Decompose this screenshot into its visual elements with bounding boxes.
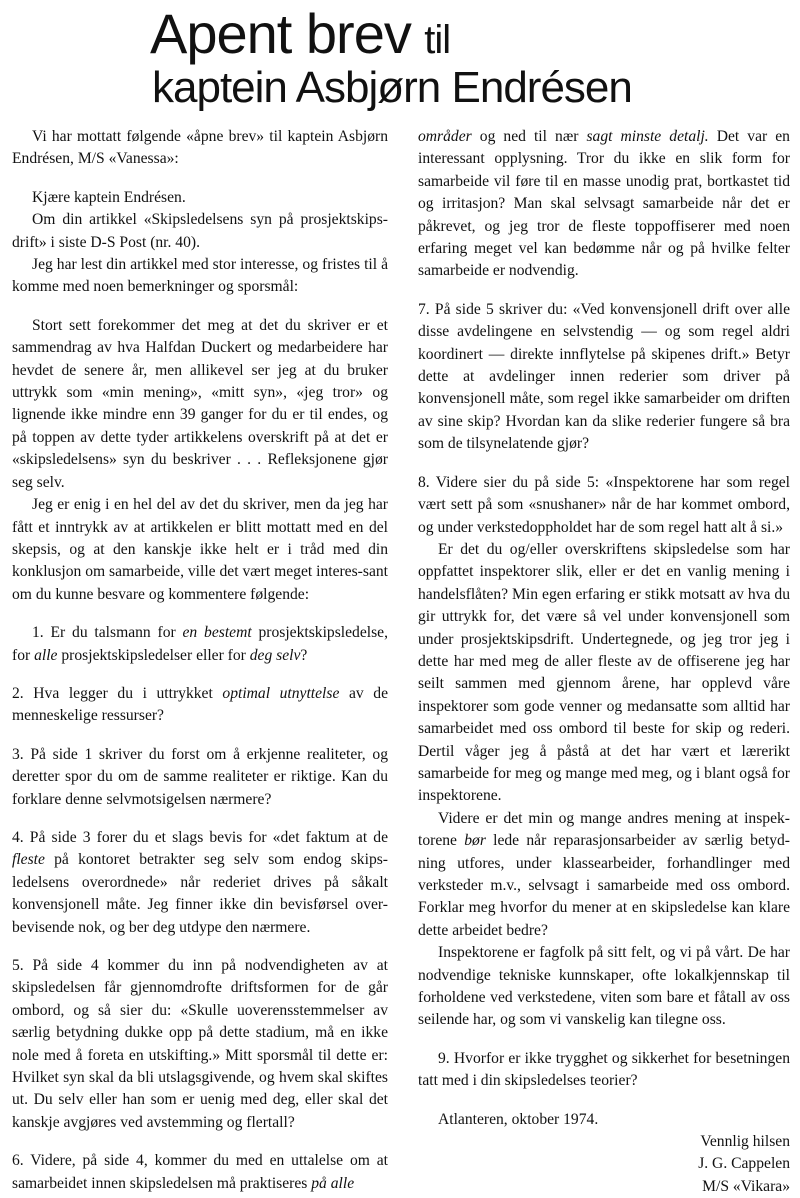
p5-text-b: lede når reparasjonsarbeider av særlig betyd-ning utfores, under klassearbeider, forhandlinger med verksteder m.v., selvsagt i samarbeide med oss ombord. Forklar meg hvorfor du mener at en skipsledelse kan klare dette arbeidet bedre? [418, 832, 790, 939]
paragraph-5 [418, 808, 790, 942]
q4-text-b: på kontoret betrakter seg selv som endog skips-ledelsens overordnede» når rederiet drives på såkalt konvensjonell måte. Jeg finner ikke din bevisførsel over-bevisende nok, og ber deg utdype den nærmere. [12, 851, 388, 936]
p5-emphasis: bør [464, 832, 486, 850]
q2-emphasis: optimal utnyttelse [222, 684, 340, 702]
paragraph-6: Inspektorene er fagfolk på sitt felt, og vi på vårt. De har nodvendige tekniske kunnskaper, ofte lokalkjennskap til forholdene ved verkstedene, viten som bare et fåtall av oss seilende har, og som vi vanskelig kan tilegne oss. [418, 944, 790, 1029]
paragraph-3: Jeg er enig i en hel del av det du skriver, men da jeg har fått et inntrykk av at artikkelen er blitt mottatt med en del skepsis, og at den kanskje ikke helt er i tråd med din konklusjon om samarbeide, ville det vært meget interes-sant om du kunne besvare og kommentere følgende: [12, 496, 388, 603]
question-3: 3. På side 1 skriver du forst om å erkjenne realiteter, og deretter spor du om de samme realiteter er riktige. Kan du forklare denne selvmotsigelsen nærmere? [12, 745, 388, 808]
q2-text-a: 2. Hva legger du i uttrykket [12, 684, 223, 702]
q6-emphasis-2: sagt minste detalj. [586, 128, 709, 145]
q1-text-b: prosjektskipsledelse, for [12, 624, 388, 664]
q4-emphasis: fleste [12, 851, 45, 869]
intro-paragraph: Vi har mottatt følgende «åpne brev» til kaptein Asbjørn Endrésen, M/S «Vanessa»: [12, 128, 388, 168]
signature-ship: M/S «Vikara» [702, 1177, 790, 1195]
q1-emphasis-2: alle [34, 646, 58, 664]
question-1 [12, 622, 388, 667]
q1-emphasis-1: en bestemt [182, 624, 252, 642]
q4-text-a: 4. På side 3 forer du et slags bevis for «det faktum at de [12, 828, 388, 846]
question-8: 8. Videre sier du på side 5: «Inspektorene har som regel vært sett på som «snushaner» når de har kommet ombord, og under verkstedoppholdet har de som regel hatt alt å si.» [418, 473, 790, 536]
p5-text-a: Videre er det min og mange andres mening at inspek-torene [418, 809, 790, 850]
place-date: Atlanteren, oktober 1974. [438, 1110, 599, 1128]
question-2 [12, 683, 388, 728]
q2-text-b: av de menneskelige ressurser? [12, 684, 388, 725]
paragraph-1: Jeg har lest din artikkel med stor interesse, og fristes til å komme med noen bemerkninger og sporsmål: [12, 256, 388, 296]
about-line: Om din artikkel «Skipsledelsens syn på prosjektskips-drift» i siste D-S Post (nr. 40). [12, 211, 388, 251]
question-6-start [12, 1150, 388, 1195]
signature-name: J. G. Cappelen [698, 1155, 790, 1173]
q1-text-c: prosjektskipsledelser eller for [57, 646, 250, 664]
q1-text-a: 1. Er du talsmann for [32, 624, 183, 642]
question-4 [12, 827, 388, 939]
q6-emphasis-start: på alle [311, 1174, 355, 1192]
title-til: til [424, 18, 451, 62]
q6-text-a: 6. Videre, på side 4, kommer du med en uttalelse om at samarbeidet innen skipsledelsen må praktiseres [12, 1152, 388, 1192]
question-9: 9. Hvorfor er ikke trygghet og sikkerhet for besetningen tatt med i din skipsledelses teorier? [418, 1049, 790, 1090]
question-6-continued [418, 126, 790, 283]
sign-off-greeting: Vennlig hilsen [700, 1133, 790, 1151]
question-5: 5. På side 4 kommer du inn på nodvendigheten av at skipsledelsen får gjennomdrofte driftsformen for de går ombord, og så sier du: «Skulle uoverensstemmelser av særlig betydning dukke opp på dette stadium, må en ikke nole med å foreta en utskifting.» Mitt sporsmål til dette er: Hvilket syn skal da bli utslagsgivende, og hvem skal skiftes ut. Du selv eller han som er uenig med deg, eller skal det kanskje avgjøres ved avstemming og flertall? [12, 957, 388, 1131]
q6-text-b: og ned til nær [471, 128, 587, 145]
q1-text-d: ? [300, 646, 308, 664]
q1-emphasis-3: deg selv [249, 646, 301, 664]
title-main: Apent brev [150, 2, 411, 65]
salutation: Kjære kaptein Endrésen. [32, 188, 186, 206]
paragraph-4: Er det du og/eller overskriftens skipsledelse som har oppfattet inspektorer slik, eller er det en vanlig mening i handelsflåten? Min egen erfaring er stikk motsatt av hva du gir uttrykk for, det være så vel under konvensjonell som under prosjektskipsdrift. Undertegnede, og jeg tror jeg i dette har med meg de aller fleste av de offiserene jeg har seilt sammen med gjennom årene, har opplevd våre inspektorer som gode venner og medansatte som alltid har samarbeidet med oss ombord til beste for skip og rederi. Dertil våger jeg å påstå at det har vært et lærerikt samarbeide for meg og mange med meg, og i blant også for inspektorene. [418, 540, 790, 805]
left-column [12, 126, 388, 1195]
title-line-2: kaptein Asbjørn Endrésen [152, 63, 632, 112]
q6-emphasis-end: områder [418, 128, 472, 145]
q6-text-c: Det var en interessant opplysning. Tror du ikke en slik form for samarbeide vil føre til en masse unodig prat, bortkastet tid og irritasjon? Man skal selvsagt samarbeide når det er påkrevet, og jeg tror de fleste toppoffiserer med noen erfaring meget vel kan bedømme når og på hvilke felter samarbeide er nodvendig. [418, 128, 790, 280]
question-7: 7. På side 5 skriver du: «Ved konvensjonell drift over alle disse avdelingene en selvstendig — og som regel aldri koordinert — direkte innflytelse på skipenes drift.» Betyr dette at avdelinger innen rederier som driver på konvensjonell måte, som regel ikke samarbeider om driften av sine skip? Hvordan kan da slike rederier fungere så bra som de tilsynelatende gjør? [418, 300, 790, 453]
paragraph-2: Stort sett forekommer det meg at det du skriver er et sammendrag av hva Halfdan Duckert og medarbeidere har hevdet de senere år, men allikevel ser jeg at du bruker uttrykk som «min mening», «mitt syn», «jeg tror» og lignende ikke mindre enn 39 ganger for du er til endes, og på toppen av dette tyder artikkelens overskrift på at det er «skipsledelsens» syn du beskriver . . . Refleksjonene gjør seg selv. [12, 316, 388, 491]
right-column [418, 126, 790, 1198]
